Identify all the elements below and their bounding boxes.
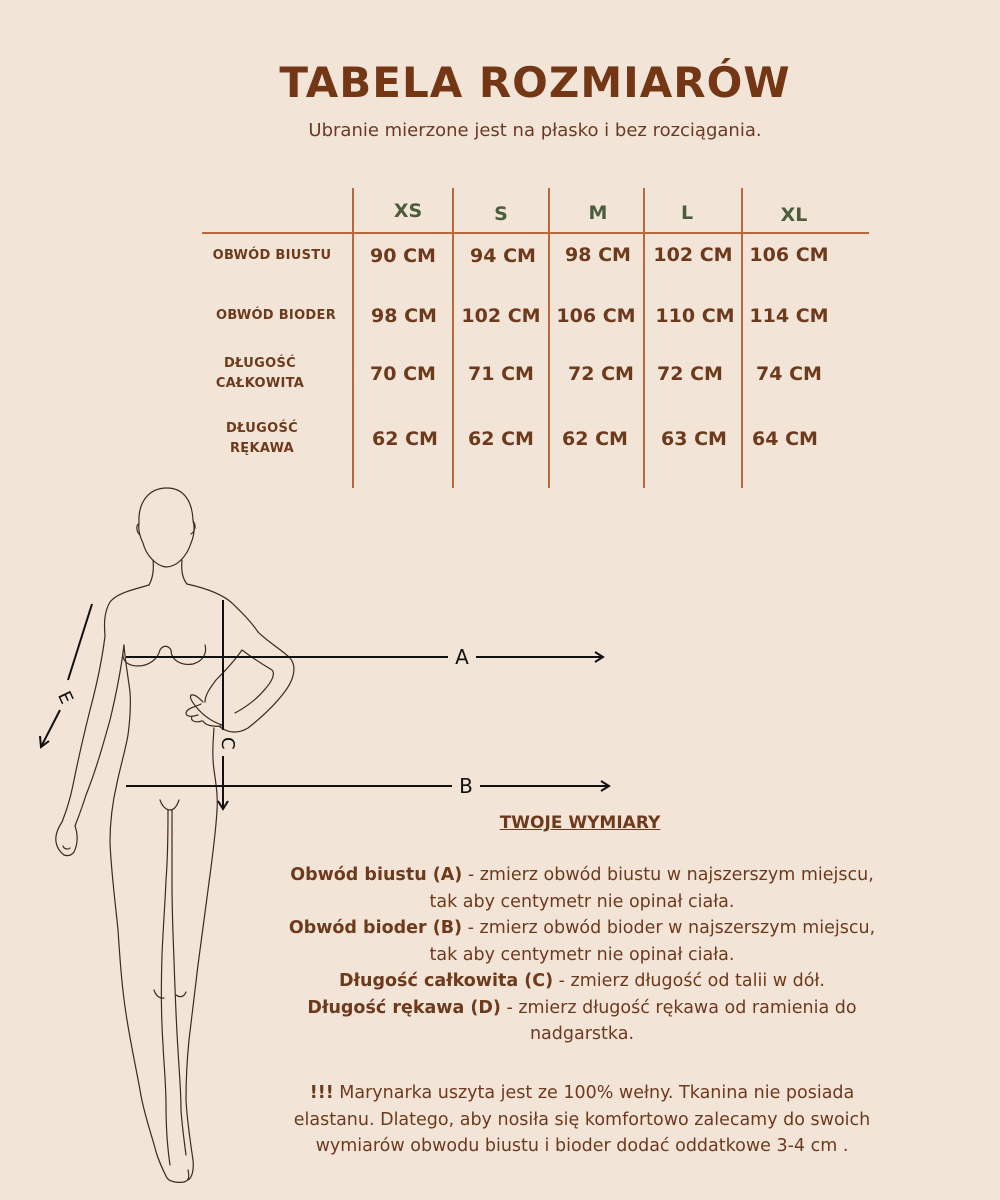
size-header-s: S — [494, 203, 508, 225]
row-label-line: DŁUGOŚĆ — [224, 356, 296, 371]
size-header-xl: XL — [780, 204, 808, 226]
row-label-line: CAŁKOWITA — [215, 376, 305, 391]
note-text: Marynarka uszyta jest ze 100% wełny. Tkanina nie posiada — [333, 1083, 855, 1103]
table-cell: 64 CM — [752, 428, 818, 450]
bust-text: - zmierz obwód biustu w najszerszym miejscu, — [462, 865, 874, 885]
measure-line-e — [40, 604, 92, 747]
size-header-l: L — [680, 202, 694, 224]
label-c: C — [217, 737, 238, 750]
table-cell: 106 CM — [556, 305, 636, 327]
note-line: elastanu. Dlatego, aby nosiła się komfortowo zalecamy do swoich — [293, 1109, 871, 1130]
table-cell: 70 CM — [370, 363, 436, 385]
hips-term: Obwód bioder (B) — [288, 918, 463, 938]
table-cell: 110 CM — [655, 305, 735, 327]
table-cell: 63 CM — [661, 428, 727, 450]
row-label-line: RĘKAWA — [229, 441, 295, 456]
measurements-title: TWOJE WYMIARY — [499, 813, 661, 833]
table-cell: 98 CM — [371, 305, 437, 327]
table-cell: 90 CM — [370, 245, 436, 267]
table-cell: 94 CM — [470, 245, 536, 267]
row-label-sleeve-length — [182, 419, 342, 459]
table-cell: 102 CM — [461, 305, 541, 327]
size-table — [0, 0, 1000, 500]
row-label-bust: OBWÓD BIUSTU — [212, 248, 332, 263]
body-outline — [56, 488, 294, 1182]
measure-line-c — [218, 600, 228, 809]
table-cell: 102 CM — [653, 244, 733, 266]
table-column-divider — [352, 188, 354, 488]
bust-instruction — [228, 862, 936, 889]
page-title: TABELA ROZMIARÓW — [279, 58, 791, 107]
label-b: B — [459, 774, 473, 798]
measurements-description — [228, 862, 936, 1048]
length-text: - zmierz długość od talii w dół. — [553, 971, 825, 991]
table-cell: 62 CM — [562, 428, 628, 450]
table-cell: 72 CM — [657, 363, 723, 385]
sleeve-term: Długość rękawa (D) — [307, 997, 501, 1018]
sleeve-instruction-cont: nadgarstka. — [529, 1024, 635, 1044]
label-e: E — [53, 688, 77, 708]
page-subtitle: Ubranie mierzone jest na płasko i bez rozciągania. — [308, 120, 762, 141]
row-label-hips: OBWÓD BIODER — [215, 308, 337, 323]
note-exclamation: !!! — [309, 1083, 334, 1103]
size-header-xs: XS — [393, 200, 423, 222]
hips-instruction-cont: tak aby centymetr nie opinał ciała. — [429, 944, 735, 965]
label-a: A — [455, 645, 469, 669]
fabric-note — [228, 1080, 936, 1160]
table-cell: 62 CM — [372, 428, 438, 450]
row-label-total-length — [180, 354, 340, 394]
measure-line-a — [126, 652, 603, 662]
table-column-divider — [643, 188, 645, 488]
length-term: Długość całkowita (C) — [339, 971, 554, 991]
length-instruction — [228, 968, 936, 995]
note-line — [228, 1080, 936, 1107]
table-cell: 114 CM — [749, 305, 829, 327]
table-cell: 72 CM — [568, 363, 634, 385]
table-cell: 98 CM — [565, 244, 631, 266]
sleeve-instruction — [228, 995, 936, 1022]
table-cell: 71 CM — [468, 363, 534, 385]
table-header-divider — [202, 232, 869, 234]
table-cell: 62 CM — [468, 428, 534, 450]
bust-term: Obwód biustu (A) — [290, 865, 463, 885]
measure-line-b — [126, 781, 609, 791]
sleeve-text: - zmierz długość rękawa od ramienia do — [500, 997, 857, 1018]
note-line: wymiarów obwodu biustu i bioder dodać oddatkowe 3-4 cm . — [315, 1136, 849, 1156]
size-header-m: M — [588, 202, 608, 224]
row-label-line: DŁUGOŚĆ — [226, 421, 298, 436]
table-cell: 74 CM — [756, 363, 822, 385]
bust-instruction-cont: tak aby centymetr nie opinał ciała. — [429, 891, 735, 912]
hips-text: - zmierz obwód bioder w najszerszym miejscu, — [462, 918, 876, 938]
hips-instruction — [228, 915, 936, 942]
table-cell: 106 CM — [749, 244, 829, 266]
